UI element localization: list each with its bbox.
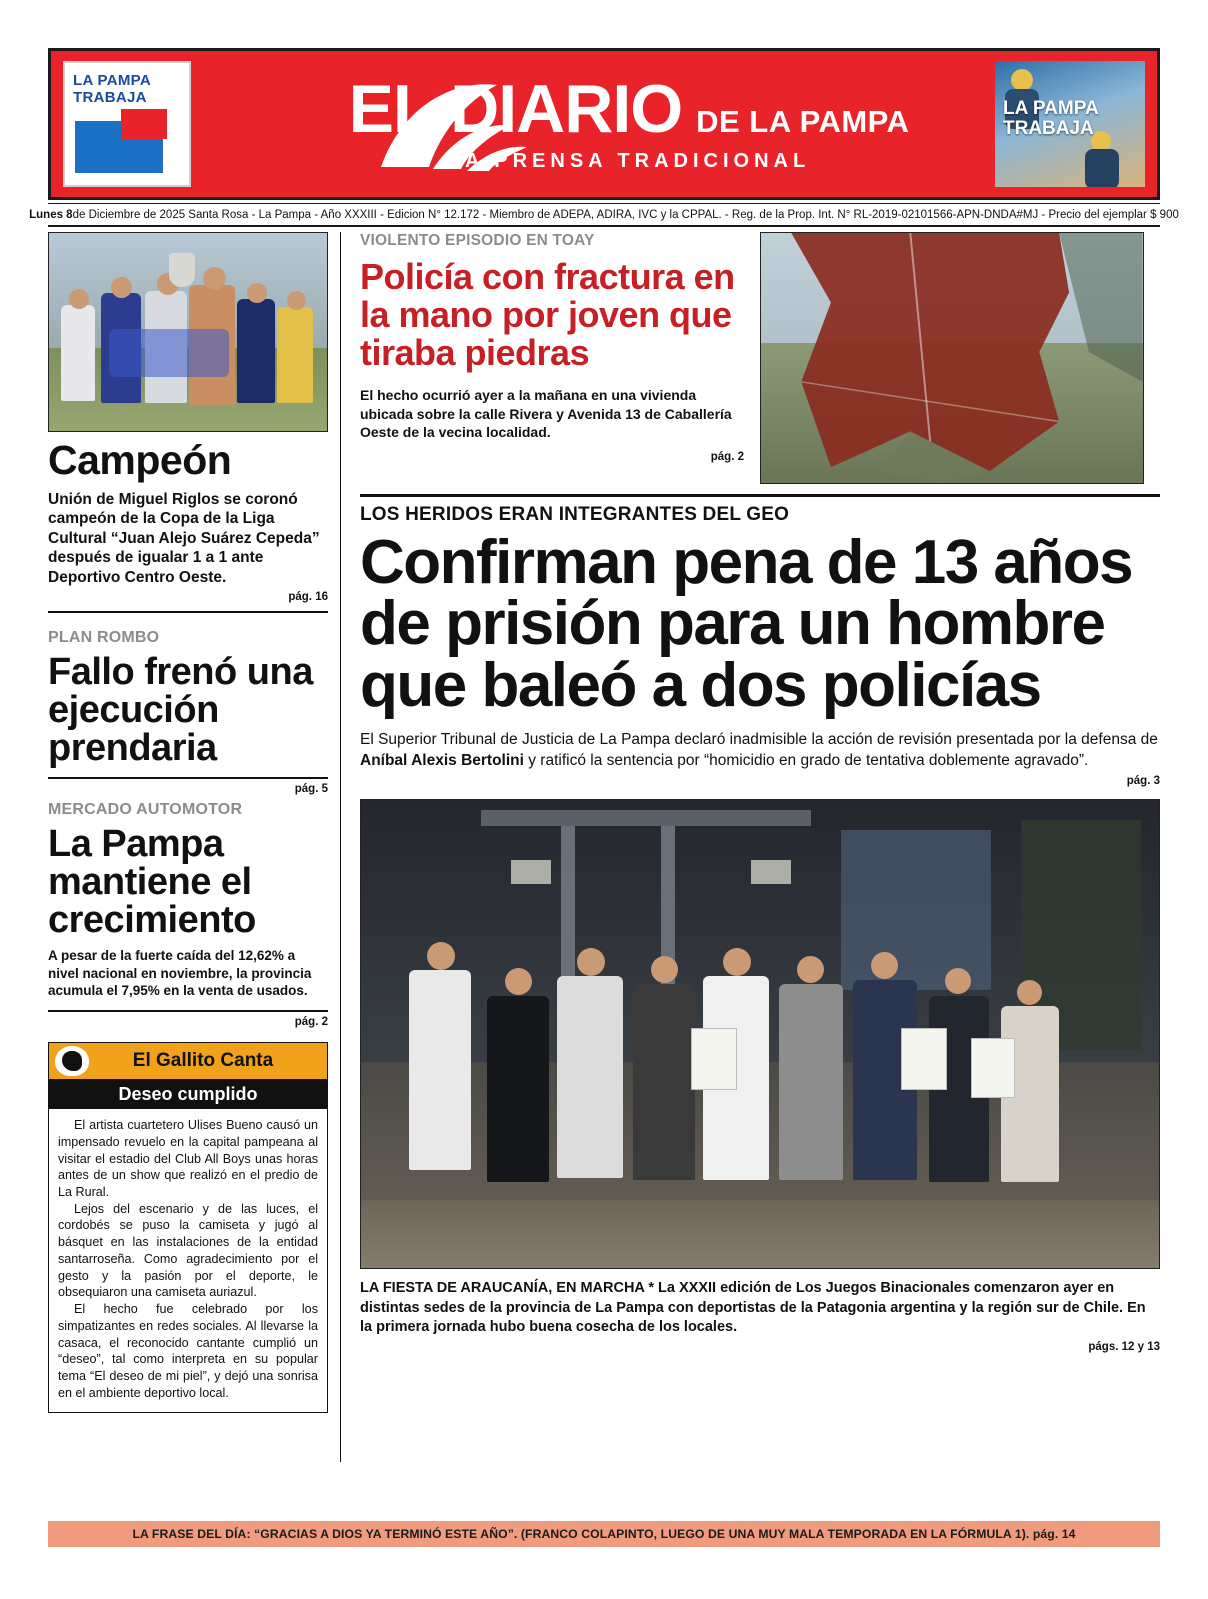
broken-window-photo <box>760 232 1144 484</box>
masthead-promo-banner <box>995 61 1145 187</box>
araucania-photo <box>360 799 1160 1269</box>
promo-line-1: LA PAMPA <box>1003 98 1099 119</box>
gallito-body <box>49 1109 327 1411</box>
toay-headline: Policía con fractura en la mano por joven que tiraba piedras <box>360 256 735 374</box>
automotor-headline: La Pampa mantiene el crecimiento <box>48 823 256 942</box>
paper-title: EL DIARIO <box>348 71 683 147</box>
masthead <box>48 48 1160 200</box>
automotor-deck: A pesar de la fuerte caída del 12,62% a nivel nacional en noviembre, la provincia acumula el 7,95% en la venta de usados. <box>48 948 312 999</box>
shattered-glass-shape <box>761 233 1143 483</box>
logo-accent-shape <box>121 109 167 139</box>
toay-story <box>360 232 1160 484</box>
gallito-paragraph: Lejos del escenario y de las luces, el cordobés se puso la camiseta y jugó al básquet en las instalaciones de la entidad santarroseña. Como agradecimiento por el gesto y la pasión por el deporte, le obsequiaron una camiseta auriazul. <box>58 1201 318 1300</box>
logo-line-2: TRABAJA <box>73 88 147 106</box>
geo-deck <box>360 730 1160 771</box>
masthead-center <box>191 51 995 197</box>
divider-rule-3 <box>48 1010 328 1012</box>
gallito-box <box>48 1042 328 1412</box>
divider-rule-4 <box>360 494 1160 497</box>
rooster-icon <box>55 1046 89 1076</box>
geo-page-ref: pág. 3 <box>1126 775 1160 788</box>
toay-deck: El hecho ocurrió ayer a la mañana en una vivienda ubicada sobre la calle Rivera y Avenida 13 de Caballería Oeste de la vecina localidad. <box>360 387 732 440</box>
gallito-paragraph: El hecho fue celebrado por los simpatizantes en redes sociales. Al llevarse la casaca, el reconocido cantante cumplió un “deseo”, tal como interpreta en su popular tema “El deseo de mi piel”, y dejó una sonrisa en el ambiente deportivo local. <box>58 1302 318 1400</box>
left-column <box>48 232 328 1413</box>
champion-page-ref: pág. 16 <box>288 591 328 604</box>
geo-deck-part-1: El Superior Tribunal de Justicia de La Pampa declaró inadmisible la acción de revisión presentada por la defensa de <box>360 731 1158 749</box>
rombo-headline: Fallo frenó una ejecución prendaria <box>48 651 313 770</box>
date-info-bar <box>29 203 1179 227</box>
araucania-page-ref: págs. 12 y 13 <box>1088 1341 1160 1354</box>
champion-deck: Unión de Miguel Riglos se coronó campeón de la Copa de la Liga Cultural “Juan Alejo Suárez Cepeda” después de igualar 1 a 1 ante Deportivo Centro Oeste. <box>48 490 320 586</box>
araucania-caption: LA FIESTA DE ARAUCANÍA, EN MARCHA * La XXXII edición de Los Juegos Binacionales comenzaron ayer en distintas sedes de la provincia de La Pampa con deportistas de la Patagonia argentina y la región sur de Chile. En la primera jornada hubo buena cosecha de los locales. <box>360 1280 1146 1335</box>
gallito-title: El Gallito Canta <box>132 1050 274 1072</box>
champion-photo <box>48 232 328 432</box>
quote-of-the-day-text: LA FRASE DEL DÍA: “GRACIAS A DIOS YA TERMINÓ ESTE AÑO”. (FRANCO COLAPINTO, LUEGO DE UNA MUY MALA TEMPORADA EN LA FÓRMULA 1). pág. 14 <box>132 1527 1076 1541</box>
logo-line-1: LA PAMPA <box>73 72 151 89</box>
geo-kicker: LOS HERIDOS ERAN INTEGRANTES DEL GEO <box>360 504 790 525</box>
paper-title-suffix: DE LA PAMPA <box>696 104 910 139</box>
champion-headline: Campeón <box>48 437 232 483</box>
column-divider <box>340 232 341 1462</box>
toay-kicker: VIOLENTO EPISODIO EN TOAY <box>360 232 595 249</box>
toay-text-block <box>360 232 760 484</box>
rombo-kicker: PLAN ROMBO <box>48 629 160 647</box>
divider-rule-1 <box>48 611 328 613</box>
automotor-page-ref: pág. 2 <box>294 1016 328 1029</box>
issue-meta: de Diciembre de 2025 Santa Rosa - La Pampa - Año XXXIII - Edicion N° 12.172 - Miembro de ADEPA, ADIRA, IVC y la CPPAL. - Reg. de la Prop. Int. N° RL-2019-02101566-APN-DNDA#MJ - Precio del ejemplar $ 900 <box>72 208 1179 221</box>
divider-rule-2 <box>48 777 328 779</box>
geo-deck-name: Aníbal Alexis Bertolini <box>360 751 524 769</box>
right-column <box>360 232 1160 1353</box>
promo-line-2: TRABAJA <box>1003 117 1094 139</box>
geo-headline: Confirman pena de 13 años de prisión para un hombre que baleó a dos policías <box>360 528 1133 720</box>
geo-deck-part-2: y ratificó la sentencia por “homicidio en grado de tentativa doblemente agravado”. <box>523 751 1089 769</box>
rombo-page-ref: pág. 5 <box>294 783 328 796</box>
issue-date: Lunes 8 <box>29 208 73 221</box>
gallito-paragraph: El artista cuartetero Ulises Bueno causó un impensado revuelo en la capital pampeana al visitar el estadio del Club All Boys unas horas antes de un show que realizó en el predio de La Rural. <box>58 1118 318 1199</box>
automotor-kicker: MERCADO AUTOMOTOR <box>48 801 243 819</box>
gallito-subtitle: Deseo cumplido <box>49 1079 327 1109</box>
gallito-header <box>49 1043 327 1079</box>
quote-of-the-day-bar <box>48 1521 1160 1547</box>
paper-tagline: LA PRENSA TRADICIONAL <box>447 150 811 172</box>
la-pampa-trabaja-logo <box>63 61 191 187</box>
toay-page-ref: pág. 2 <box>710 451 744 464</box>
